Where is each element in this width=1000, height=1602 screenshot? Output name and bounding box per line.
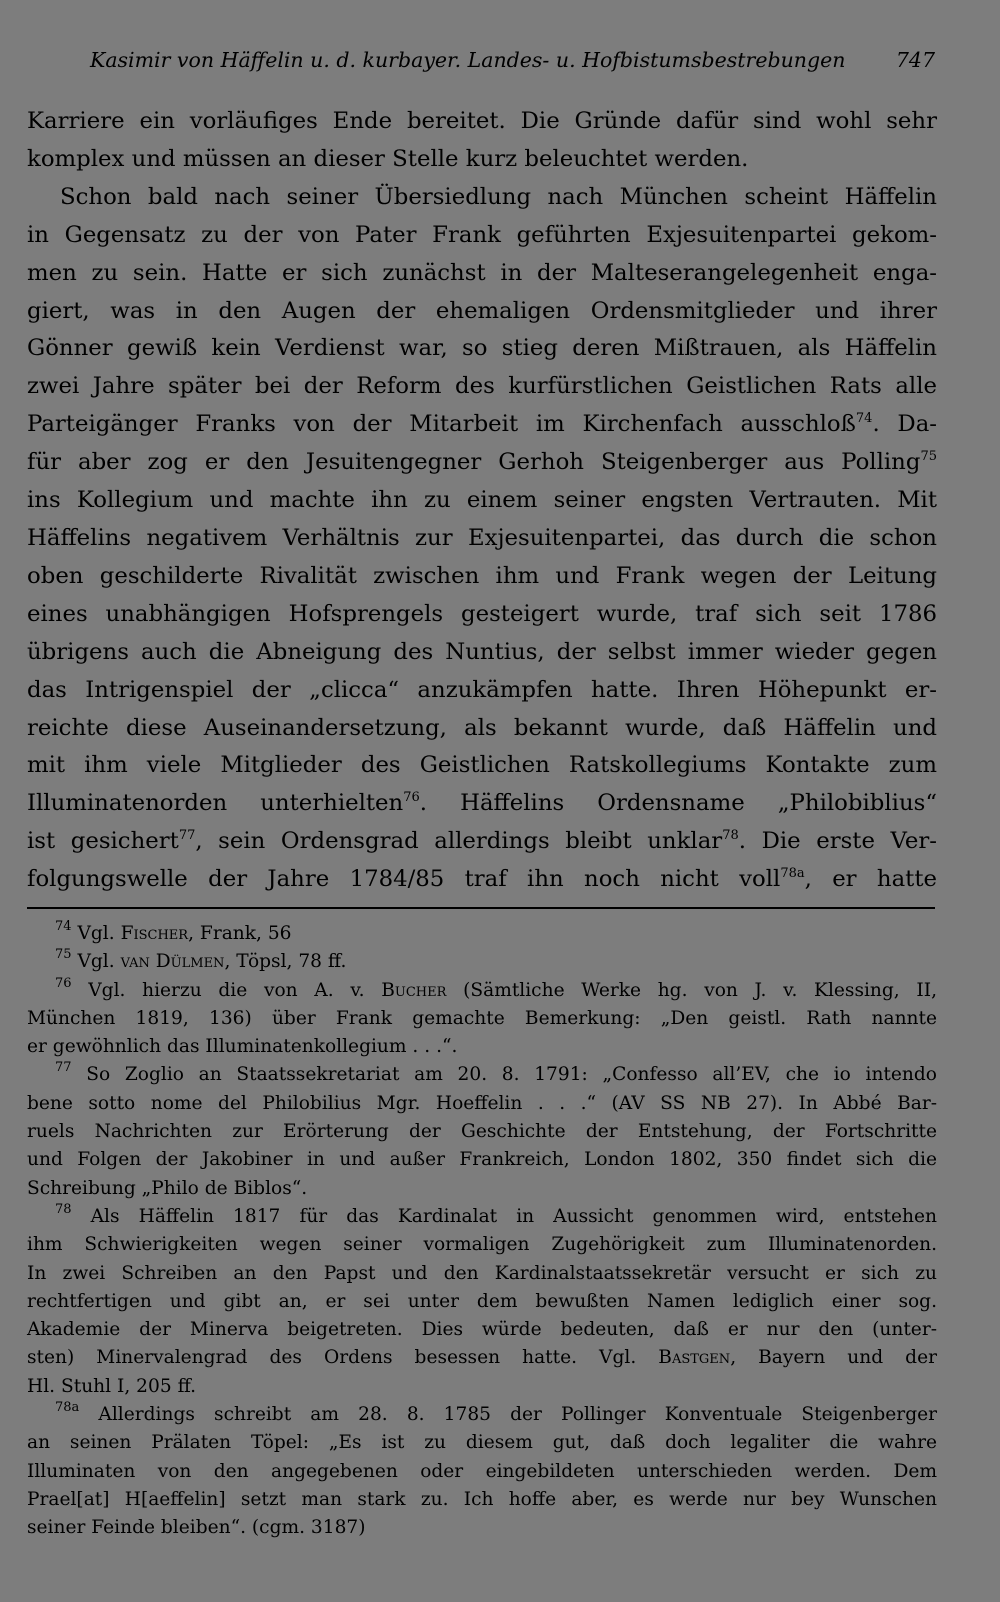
footnote-78a bbox=[27, 1401, 937, 1429]
footnote-line: seiner Feinde bleiben“. (cgm. 3187) bbox=[27, 1517, 366, 1539]
body-text: Illuminatenorden unterhielten bbox=[27, 790, 404, 817]
body-line bbox=[27, 444, 937, 482]
footnote-line: und Folgen der Jakobiner in und außer Frankreich, London 1802, 350 findet sich die bbox=[27, 1149, 937, 1171]
body-line: komplex und müssen an dieser Stelle kurz beleuchtet werden. bbox=[27, 145, 749, 172]
footnote-mark: 75 bbox=[55, 947, 72, 963]
body-line: oben geschilderte Rivalität zwischen ihm und Frank wegen der Leitung bbox=[27, 562, 937, 589]
body-line: Schon bald nach seiner Übersiedlung nach München scheint Häffelin bbox=[60, 183, 937, 210]
footnote-78 bbox=[27, 1203, 937, 1231]
body-line: übrigens auch die Abneigung des Nuntius, der selbst immer wieder gegen bbox=[27, 638, 937, 665]
footnote-ref[interactable]: 75 bbox=[920, 449, 937, 465]
footnote-ref[interactable]: 76 bbox=[403, 790, 420, 806]
footnote-text: Vgl. bbox=[77, 923, 121, 944]
author-name: Bucher bbox=[381, 979, 447, 1001]
footnote-mark: 78a bbox=[55, 1400, 80, 1416]
footnote-line: ruels Nachrichten zur Erörterung der Geschichte der Entstehung, der Fortschritte bbox=[27, 1121, 937, 1143]
footnote-text: , Töpsl, 78 ff. bbox=[224, 951, 347, 973]
footnote-line: Hl. Stuhl I, 205 ff. bbox=[27, 1375, 197, 1397]
body-line bbox=[27, 785, 937, 823]
body-text: für aber zog er den Jesuitengegner Gerhoh Steigenberger aus Polling bbox=[27, 449, 921, 476]
footnote-mark: 76 bbox=[55, 975, 72, 991]
body-line bbox=[27, 406, 937, 444]
footnote-separator bbox=[27, 907, 935, 909]
body-line: das Intrigenspiel der „clicca“ anzukämpfen hatte. Ihren Höhepunkt er- bbox=[27, 676, 937, 703]
footnote-text: Als Häffelin 1817 für das Kardinalat in Aussicht genommen wird, entstehen bbox=[90, 1205, 937, 1227]
footnote-line: rechtfertigen und gibt an, er sei unter dem bewußten Namen lediglich einer sog. bbox=[27, 1290, 937, 1312]
body-line: reichte diese Auseinandersetzung, als bekannt wurde, daß Häffelin und bbox=[27, 714, 937, 741]
body-line: ins Kollegium und machte ihn zu einem seiner engsten Vertrauten. Mit bbox=[27, 487, 937, 514]
body-line bbox=[27, 823, 937, 861]
author-name: van Dülmen bbox=[120, 951, 225, 973]
body-line: in Gegensatz zu der von Pater Frank geführten Exjesuitenpartei gekom- bbox=[27, 221, 937, 248]
footnote-line: Illuminaten von den angegebenen oder eingebildeten unterschieden werden. Dem bbox=[27, 1460, 937, 1482]
footnote-ref[interactable]: 78 bbox=[722, 828, 739, 844]
footnote-ref[interactable]: 78a bbox=[780, 866, 805, 882]
footnote-line: bene sotto nome del Philobilius Mgr. Hoeffelin . . .“ (AV SS NB 27). In Abbé Bar- bbox=[27, 1092, 937, 1114]
body-text: . Die erste Ver- bbox=[738, 828, 937, 855]
body-line: zwei Jahre später bei der Reform des kurfürstlichen Geistlichen Rats alle bbox=[27, 373, 937, 400]
footnote-line: Prael[at] H[aeffelin] setzt man stark zu. Ich hoffe aber, es werde nur bey Wunschen bbox=[27, 1488, 937, 1510]
footnote-ref[interactable]: 77 bbox=[178, 828, 196, 844]
footnote-77 bbox=[27, 1061, 937, 1089]
footnote-line bbox=[27, 1344, 937, 1372]
body-text: ist gesichert bbox=[27, 828, 179, 855]
running-title: Kasimir von Häffelin u. d. kurbayer. Landes- u. Hofbistumsbestrebungen bbox=[90, 48, 846, 72]
footnote-text: , Bayern und der bbox=[730, 1347, 937, 1369]
author-name: Bastgen bbox=[658, 1347, 731, 1369]
body-line bbox=[27, 861, 937, 899]
footnote-text: Allerdings schreibt am 28. 8. 1785 der Pollinger Konventuale Steigenberger bbox=[98, 1404, 937, 1426]
footnote-text: (Sämtliche Werke hg. von J. v. Klessing, II, bbox=[446, 979, 938, 1001]
footnotes bbox=[27, 920, 937, 1543]
footnote-text: , Frank, 56 bbox=[188, 923, 292, 944]
footnote-line: In zwei Schreiben an den Papst und den Kardinalstaatssekretär versucht er sich zu bbox=[27, 1262, 937, 1284]
footnote-text: Vgl. hierzu die von A. v. bbox=[88, 979, 382, 1001]
footnote-line: Akademie der Minerva beigetreten. Dies würde bedeuten, daß er nur den (unter- bbox=[27, 1319, 937, 1341]
body-line: mit ihm viele Mitglieder des Geistlichen Ratskollegiums Kontakte zum bbox=[27, 752, 937, 779]
footnote-text: Vgl. bbox=[77, 951, 121, 973]
body-line: giert, was in den Augen der ehemaligen Ordensmitglieder und ihrer bbox=[27, 297, 937, 324]
body-line: Häffelins negativem Verhältnis zur Exjesuitenpartei, das durch die schon bbox=[27, 524, 937, 551]
body-line: eines unabhängigen Hofsprengels gesteigert wurde, traf sich seit 1786 bbox=[27, 600, 937, 627]
footnote-75 bbox=[27, 948, 937, 976]
body-line: Karriere ein vorläufiges Ende bereitet. Die Gründe dafür sind wohl sehr bbox=[27, 108, 937, 134]
body-text: . Da- bbox=[872, 411, 937, 438]
footnote-line: an seinen Prälaten Töpel: „Es ist zu diesem gut, daß doch legaliter die wahre bbox=[27, 1432, 937, 1454]
body-line: Gönner gewiß kein Verdienst war, so stieg deren Mißtrauen, als Häffelin bbox=[27, 335, 937, 362]
main-text bbox=[27, 103, 937, 899]
page-number: 747 bbox=[895, 48, 935, 72]
footnote-mark: 77 bbox=[55, 1060, 72, 1076]
footnote-mark: 74 bbox=[55, 919, 72, 934]
body-text: folgungswelle der Jahre 1784/85 traf ihn noch nicht voll bbox=[27, 866, 781, 893]
footnote-line: München 1819, 136) über Frank gemachte Bemerkung: „Den geistl. Rath nannte bbox=[27, 1007, 937, 1029]
footnote-ref[interactable]: 74 bbox=[855, 411, 873, 427]
footnote-line: er gewöhnlich das Illuminatenkollegium . . .“. bbox=[27, 1036, 458, 1058]
footnote-text: sten) Minervalengrad des Ordens besessen hatte. Vgl. bbox=[27, 1347, 659, 1369]
footnote-line: ihm Schwierigkeiten wegen seiner vormaligen Zugehörigkeit zum Illuminatenorden. bbox=[27, 1234, 937, 1256]
body-text: Parteigänger Franks von der Mitarbeit im Kirchenfach ausschloß bbox=[27, 411, 856, 438]
footnote-76 bbox=[27, 977, 937, 1005]
running-header bbox=[90, 46, 935, 74]
body-text: , sein Ordensgrad allerdings bleibt unklar bbox=[195, 828, 723, 855]
footnote-line: Schreibung „Philo de Biblos“. bbox=[27, 1177, 308, 1199]
author-name: Fischer bbox=[120, 923, 189, 944]
footnote-mark: 78 bbox=[55, 1201, 72, 1217]
footnote-text: So Zoglio an Staatssekretariat am 20. 8. 1791: „Confesso all’EV, che io intendo bbox=[86, 1064, 937, 1086]
footnote-74 bbox=[27, 920, 937, 948]
body-text: , er hatte bbox=[804, 866, 937, 893]
body-text: . Häffelins Ordensname „Philobiblius“ bbox=[419, 790, 937, 817]
body-line: men zu sein. Hatte er sich zunächst in der Malteserangelegenheit enga- bbox=[27, 259, 937, 286]
